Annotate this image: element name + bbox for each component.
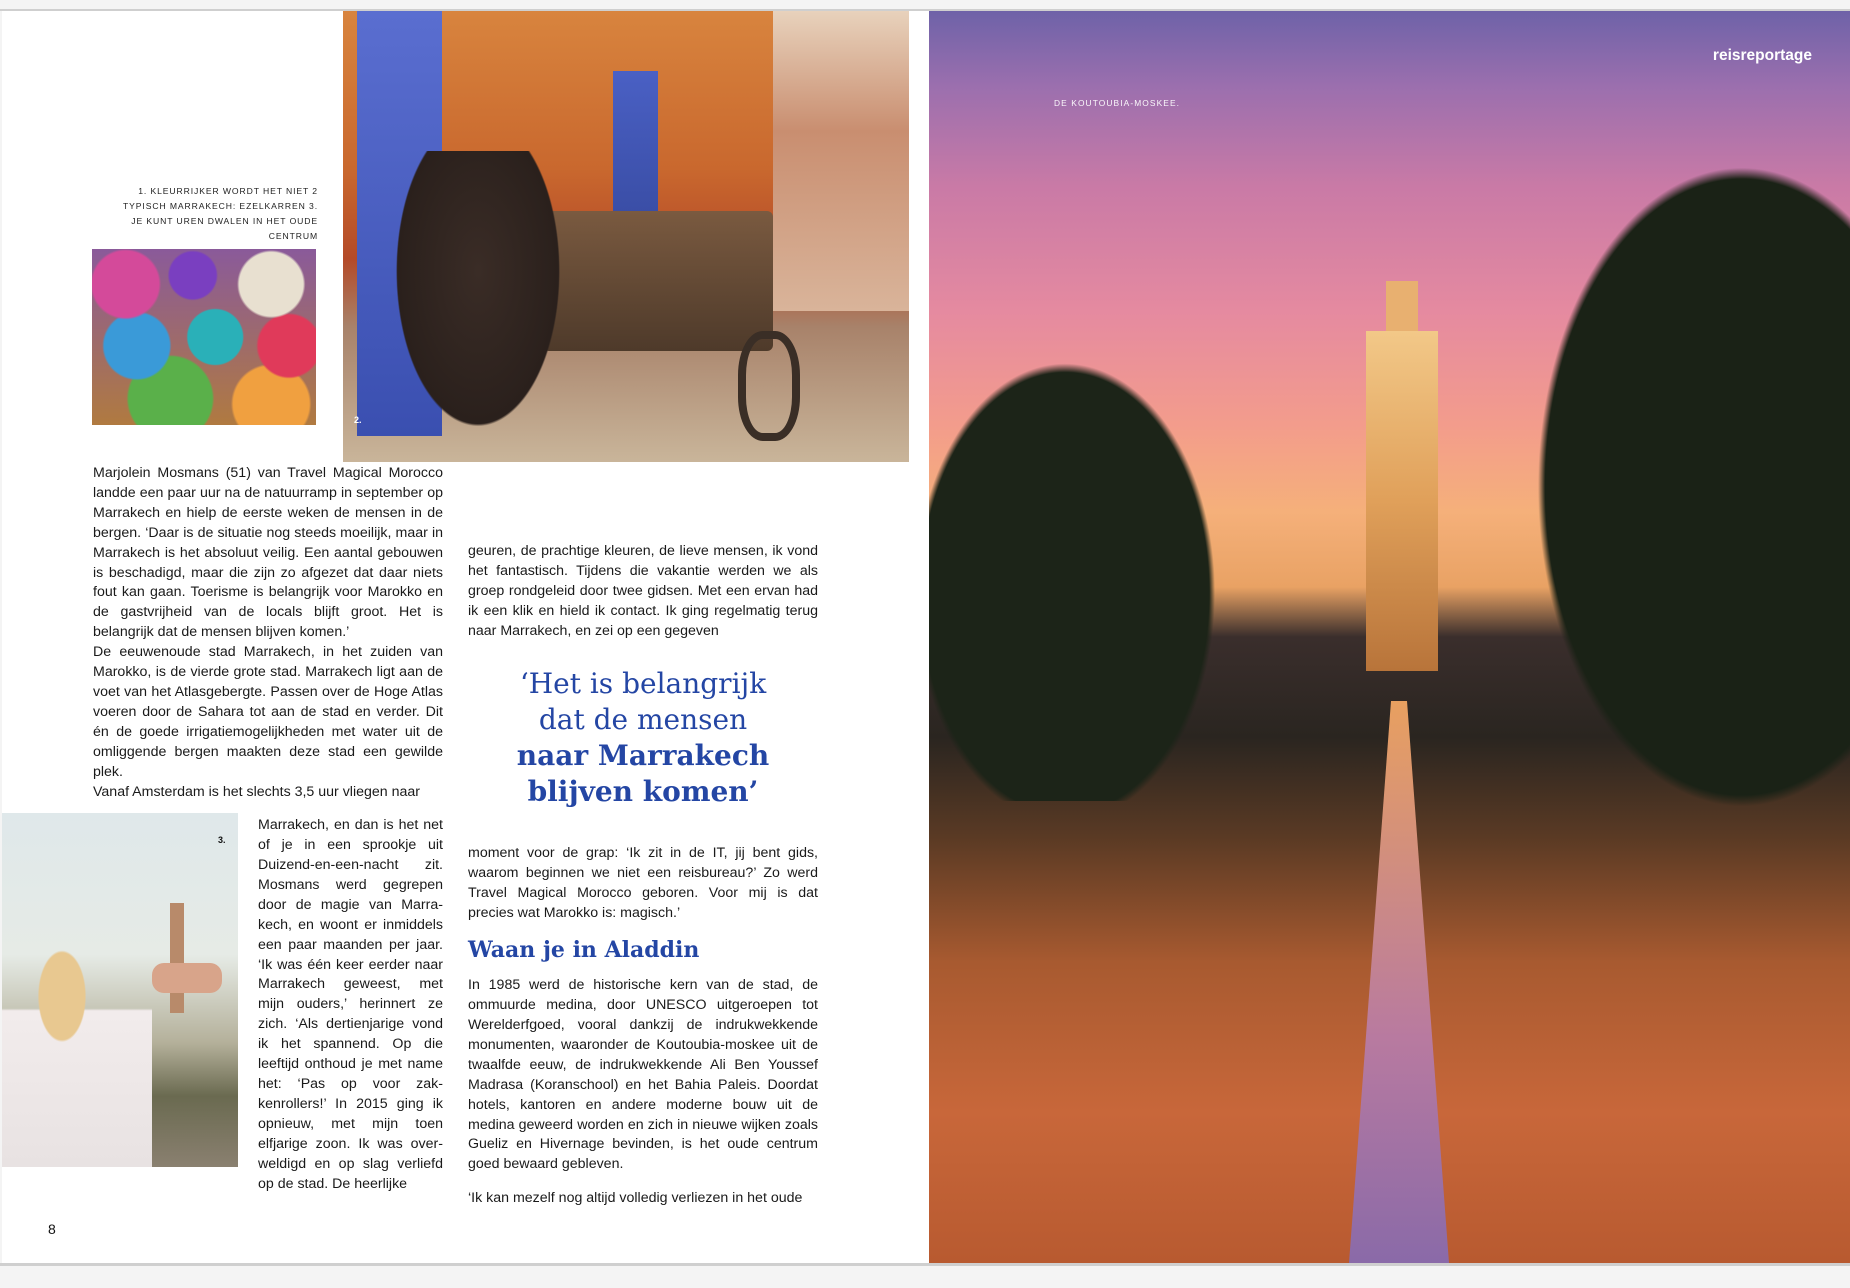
- paragraph: Marrakech, en dan is het net of je in een sprookje uit Duizend-en-een-nacht zit. Mosmans werd gegrepen door de magie van Marrakech, en woont er inmiddels een paar maanden per jaar. ‘Ik was één keer eerder naar Marrakech geweest, met mijn ouders,’ herinnert ze zich. ‘Als dertienjarige vond ik het spannend. Op die leeftijd onthoud je met name het: ‘Pas op voor zakkenrollers!’ In 2015 ging ik opnieuw, met mijn toen elfjarige zoon. Ik was overweldigd en op slag verliefd op de stad. De heerlijke: [258, 817, 443, 1192]
- pull-quote-line: blijven komen’: [527, 775, 759, 808]
- photo-trees-right: [1489, 91, 1850, 811]
- pull-quote-line: ‘Het is belangrijk: [519, 667, 767, 700]
- pull-quote-line: naar Marrakech: [516, 739, 770, 772]
- photo-woman: [2, 923, 152, 1167]
- subheading: Waan je in Aladdin: [468, 937, 700, 963]
- photo-street-background: [773, 11, 909, 311]
- photo-donkey-cart: [343, 11, 909, 462]
- page-number: 8: [48, 1221, 56, 1237]
- viewer-top-edge: [0, 0, 1850, 11]
- paragraph: Vanaf Amsterdam is het slechts 3,5 uur vliegen naar: [93, 783, 421, 800]
- photo-cart-wheel: [738, 331, 800, 441]
- photo-cart: [543, 211, 773, 351]
- right-photo-caption: DE KOUTOUBIA-MOSKEE.: [1054, 98, 1181, 108]
- photo-minaret: [1366, 331, 1438, 671]
- photo-phone-hands: [152, 963, 222, 993]
- photo-woman-photographing: [2, 813, 238, 1167]
- article-column-2-mid: [468, 844, 818, 924]
- photo-palm-trees-left: [929, 281, 1269, 801]
- paragraph: ‘Ik kan mezelf nog altijd volledig verliezen in het oude: [468, 1190, 803, 1207]
- right-page-photo-koutoubia: [929, 11, 1850, 1263]
- viewer-bottom-edge: [0, 1263, 1850, 1288]
- article-column-2-top: [468, 542, 818, 642]
- paragraph: geuren, de prachtige kleuren, de lieve mensen, ik vond het fantastisch. Tijdens die vakantie werden we als groep rondgeleid door twee gidsen. Met een ervan had ik een klik en hield ik contact. Ik ging regelmatig terug naar Marrakech, en zei op een gegeven: [468, 543, 818, 639]
- article-column-2-bottom: [468, 962, 818, 1224]
- pull-quote: [468, 666, 818, 810]
- photo-donkey: [383, 151, 573, 451]
- photo-koutoubia-tower: [170, 903, 184, 1013]
- photo-number-3: 3.: [218, 835, 226, 845]
- article-column-1: [93, 464, 443, 802]
- article-column-1-wrap: [258, 802, 443, 1209]
- paragraph: moment voor de grap: ‘Ik zit in de IT, jij bent gids, waarom beginnen we niet een reisbureau?’ Zo werd Travel Magical Morocco geboren. Voor mij is dat precies wat Marokko is: magisch.’: [468, 845, 818, 921]
- pull-quote-line: dat de mensen: [538, 703, 748, 736]
- paragraph: In 1985 werd de historische kern van de stad, de ommuurde medina, door UNESCO uitgeroepen tot Werelderfgoed, vooral dankzij de indrukwekkende monumenten, waaronder de Koutoubia-moskee uit de twaalfde eeuw, de indrukwekkende Ali Ben Youssef Madrasa (Koranschool) en het Bahia Paleis. Doordat hotels, kantoren en andere moderne bouw uit de medina geweerd worden en zich in nieuwe wijken zoals Gueliz en Hivernage bevinden, is het oude centrum goed bewaard gebleven.: [468, 977, 818, 1173]
- photo-spices: [92, 249, 316, 425]
- photo-minaret-top: [1386, 281, 1418, 336]
- section-tag: reisreportage: [1712, 47, 1812, 64]
- paragraph: Marjolein Mosmans (51) van Travel Magical Morocco landde een paar uur na de natuurramp in september op Marrakech en hielp de eerste weken de mensen in de bergen. ‘Daar is de situatie nog steeds moeilijk, maar in Marrakech is het absoluut veilig. Een aantal gebouwen is beschadigd, maar die zijn zo afgezet dat daar niets fout kan gaan. Toerisme is belangrijk voor Marokko en de gastvrijheid van de locals blijft groot. Het is belangrijk dat de mensen blijven komen.’: [93, 465, 443, 641]
- left-page: [2, 11, 929, 1263]
- paragraph: De eeuwenoude stad Marrakech, in het zuiden van Marokko, is de vierde grote stad. Marrakech ligt aan de voet van het Atlasgebergte. Passen over de Hoge Atlas voeren door de Sahara tot aan de stad en verder. Dit én de goede irrigatiemogelijkheden met water uit de omliggende bergen maakten deze stad een gewilde plek.: [93, 644, 443, 780]
- photo-number-2: 2.: [354, 415, 362, 425]
- left-photo-caption: 1. KLEURRIJKER WORDT HET NIET 2 TYPISCH MARRAKECH: EZELKARREN 3. JE KUNT UREN DWALEN IN HET OUDE CENTRUM: [123, 186, 318, 241]
- photo-reflecting-pool: [1349, 701, 1449, 1263]
